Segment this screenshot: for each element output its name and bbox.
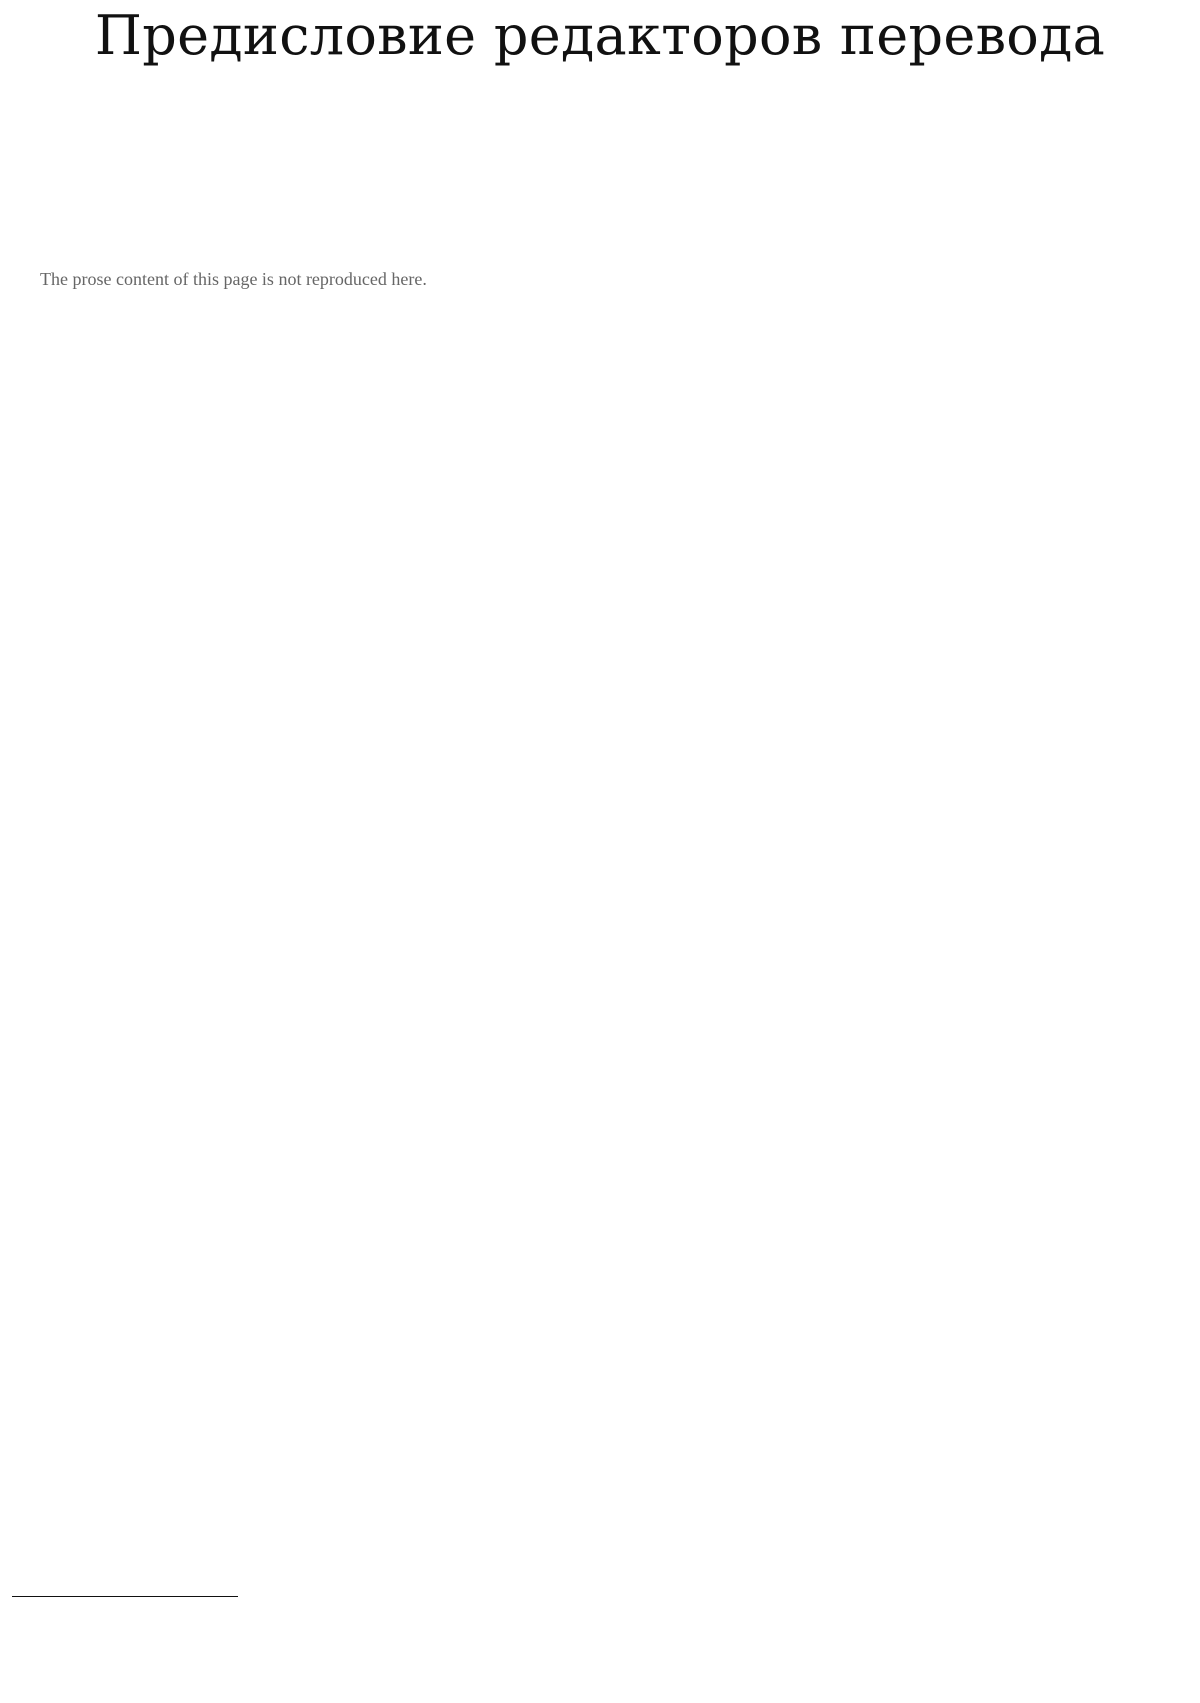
footnote-divider bbox=[12, 1596, 238, 1597]
page-title: Предисловие редакторов перевода bbox=[94, 4, 1106, 67]
text-placeholder: The prose content of this page is not reproduced here. bbox=[40, 269, 427, 289]
